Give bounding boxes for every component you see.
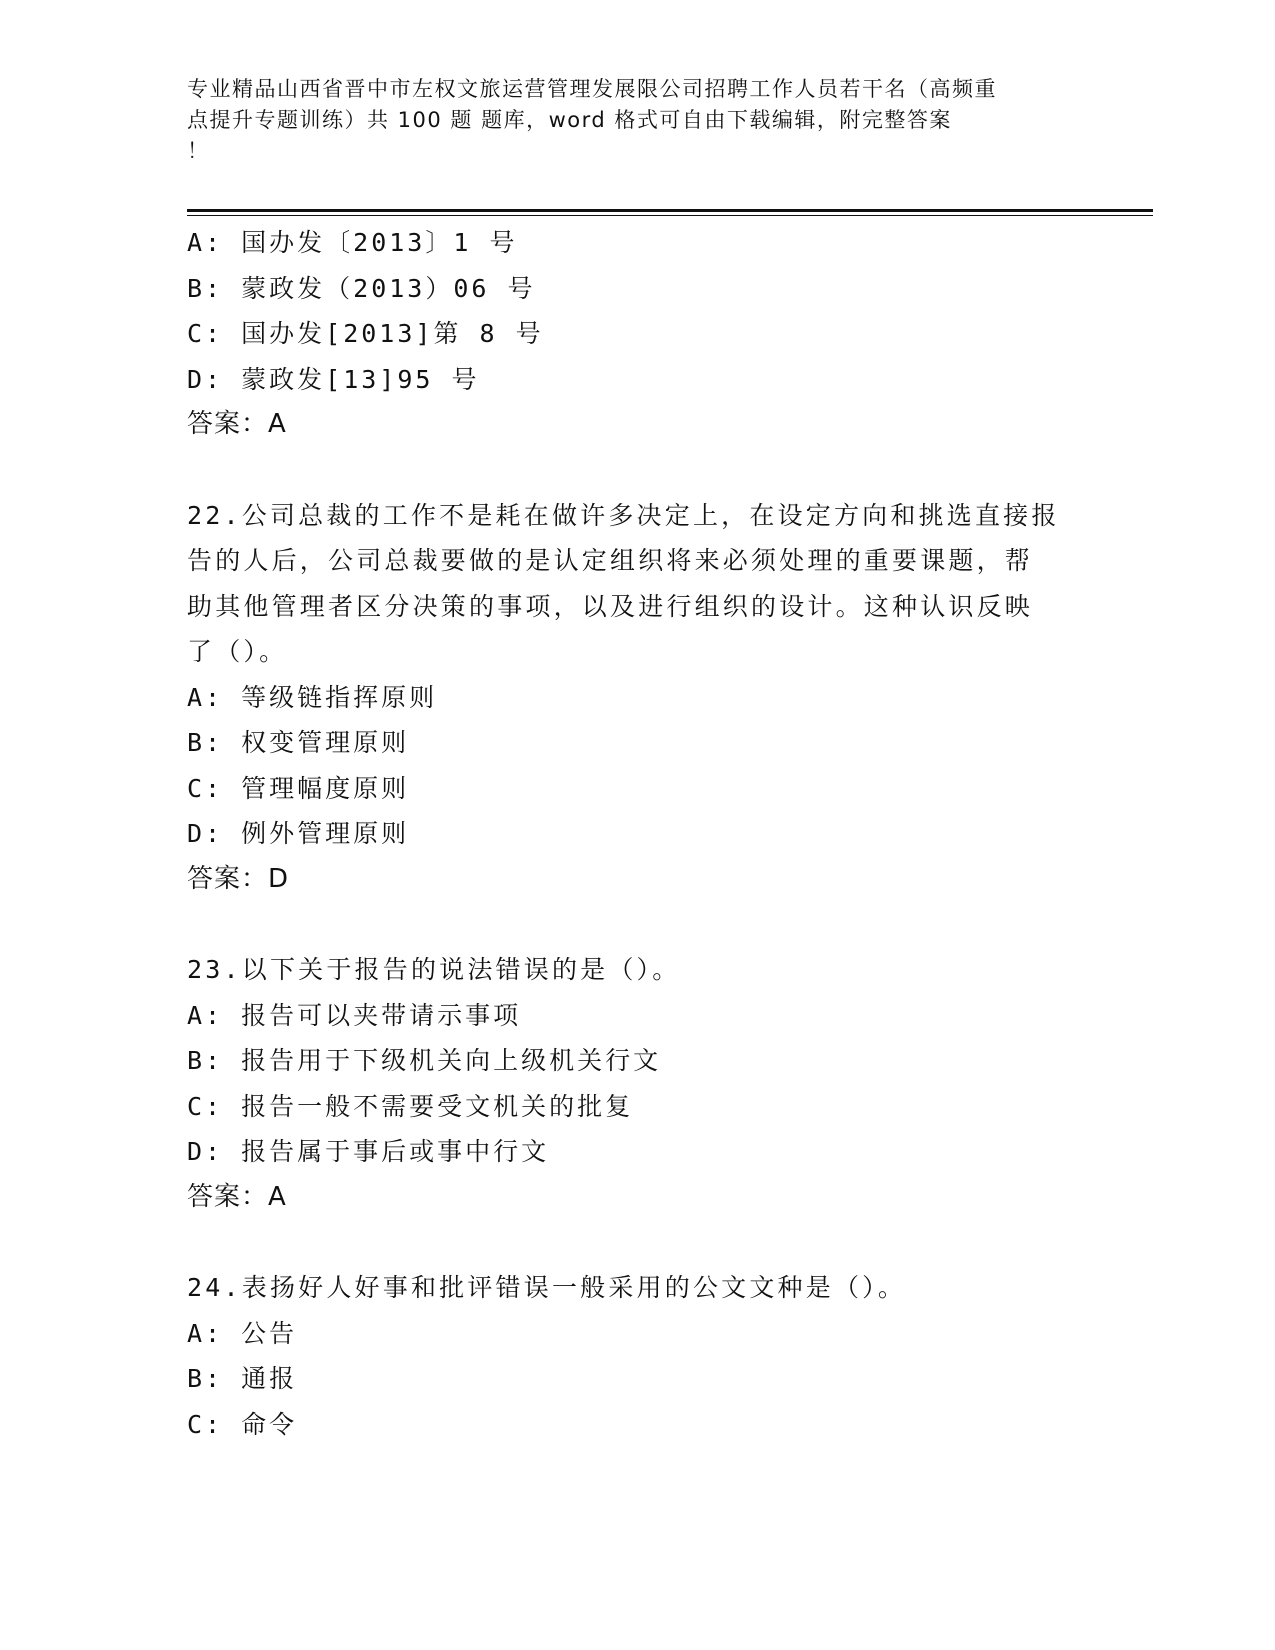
option-b: B: 蒙政发（2013）06 号: [187, 273, 536, 303]
document-header: [187, 74, 1087, 167]
option-d: D: 报告属于事后或事中行文: [187, 1137, 550, 1166]
option-c: C: 管理幅度原则: [187, 773, 410, 803]
option-d: D: 蒙政发[13]95 号: [187, 364, 480, 394]
option-c: C: 报告一般不需要受文机关的批复: [187, 1091, 634, 1121]
question-line: 告的人后，公司总裁要做的是认定组织将来必须处理的重要课题，帮: [187, 546, 1034, 575]
option-d: D: 例外管理原则: [187, 819, 410, 848]
header-line: 点提升专题训练）共 100 题 题库，word 格式可自由下载编辑，附完整答案: [187, 108, 952, 132]
option-a: A: 报告可以夹带请示事项: [187, 1000, 522, 1030]
spacer: [187, 902, 1087, 947]
question-21: [187, 220, 1087, 448]
option-b: B: 报告用于下级机关向上级机关行文: [187, 1046, 662, 1075]
header-line: 专业精品山西省晋中市左权文旅运营管理发展限公司招聘工作人员若干名（高频重: [187, 77, 997, 101]
answer-text: 答案：A: [187, 1181, 287, 1212]
option-b: B: 权变管理原则: [187, 728, 410, 757]
question-line: 23.以下关于报告的说法错误的是（）。: [187, 955, 681, 984]
header-divider-thick: [187, 209, 1153, 212]
option-a: A: 公告: [187, 1318, 298, 1348]
question-line: 22.公司总裁的工作不是耗在做许多决定上，在设定方向和挑选直接报: [187, 500, 1060, 530]
header-divider-thin: [187, 215, 1153, 216]
question-22: [187, 493, 1087, 903]
question-text: [187, 493, 1087, 675]
spacer: [187, 1220, 1087, 1265]
option-c: C: 命令: [187, 1409, 298, 1439]
question-23: [187, 947, 1087, 1220]
question-line: 24.表扬好人好事和批评错误一般采用的公文文种是（）。: [187, 1273, 907, 1302]
question-text: [187, 1265, 1087, 1311]
question-text: [187, 947, 1087, 993]
option-a: A: 等级链指挥原则: [187, 682, 438, 712]
question-24: [187, 1265, 1087, 1447]
header-line: ！: [187, 139, 210, 163]
answer-text: 答案：D: [187, 863, 290, 894]
document-content: [187, 220, 1087, 1447]
answer-text: 答案：A: [187, 409, 287, 439]
option-c: C: 国办发[2013]第 8 号: [187, 319, 544, 348]
spacer: [187, 448, 1087, 493]
question-line: 了（）。: [187, 637, 288, 666]
option-a: A: 国办发〔2013〕1 号: [187, 228, 518, 257]
option-b: B: 通报: [187, 1364, 298, 1393]
question-line: 助其他管理者区分决策的事项，以及进行组织的设计。这种认识反映: [187, 591, 1034, 621]
